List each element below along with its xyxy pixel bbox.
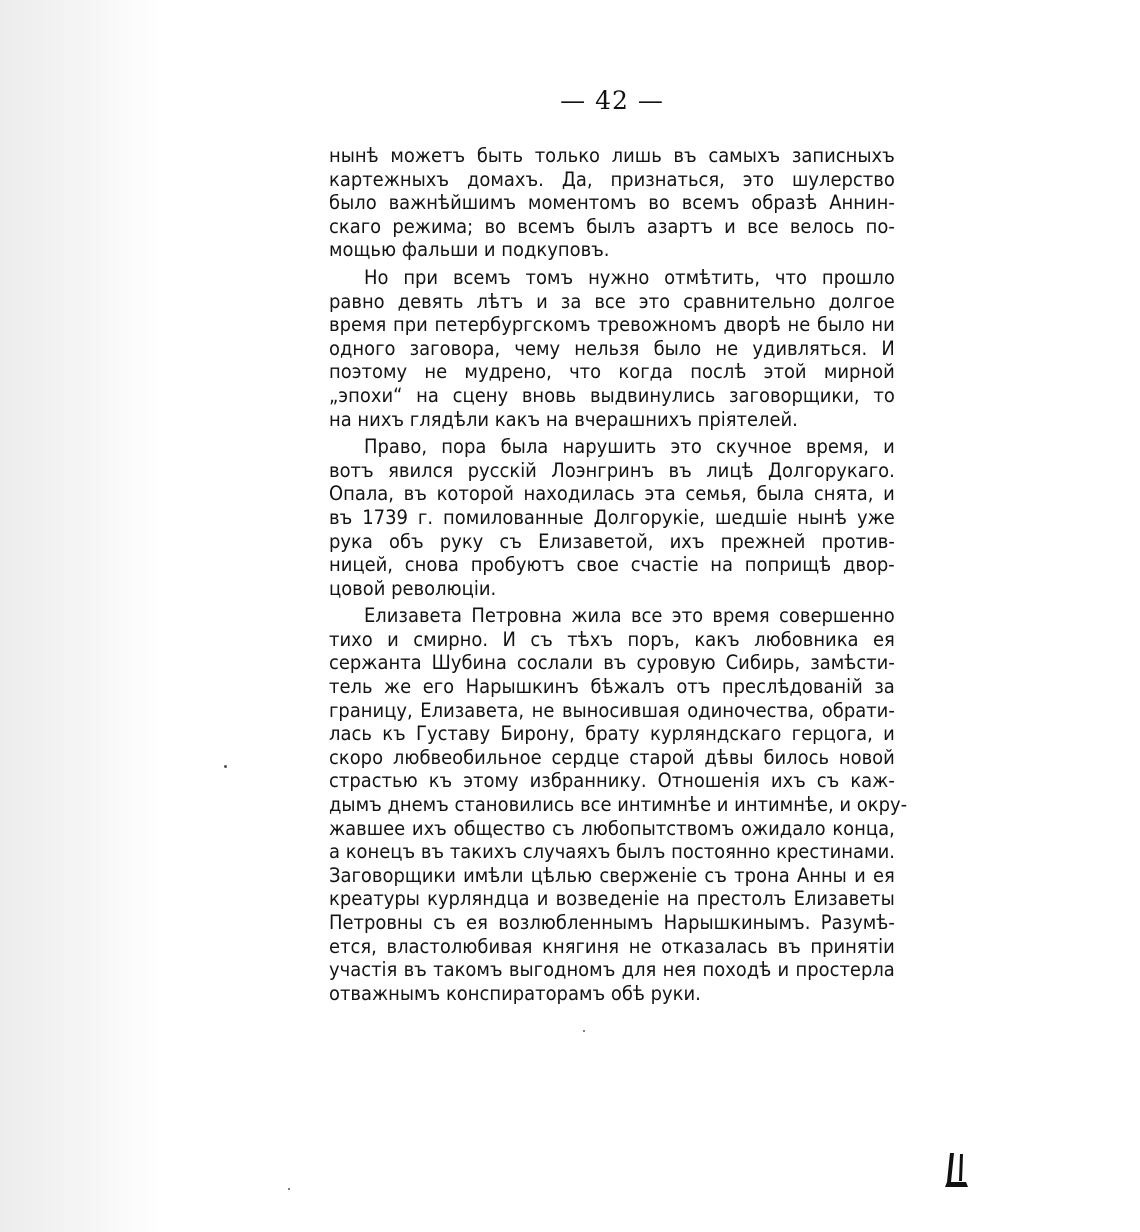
text-line: жавшее ихъ общество съ любопытствомъ ожидало конца,: [329, 816, 895, 840]
scan-speck: [583, 1030, 585, 1032]
paragraph: [329, 604, 908, 1005]
text-line: страстью къ этому избраннику. Отношенiя ихъ съ каж-: [329, 769, 895, 793]
text-line: креатуры курляндца и возведенiе на престолъ Елизаветы: [329, 887, 895, 911]
text-line: равно девять лѣтъ и за все это сравнительно долгое: [329, 289, 895, 313]
text-line: Право, пора была нарушить это скучное время, и: [363, 435, 895, 459]
text-line: скоро любвеобильное сердце старой дѣвы билось новой: [329, 745, 895, 769]
text-line: картежныхъ домахъ. Да, признаться, это шулерство: [329, 167, 895, 191]
text-line: вотъ явился русскiй Лоэнгринъ въ лицѣ Долгорукаго.: [329, 458, 895, 482]
page-number: — 42 —: [560, 86, 664, 115]
text-line: а конецъ въ такихъ случаяхъ былъ постоянно крестинами.: [329, 840, 895, 864]
text-line: тихо и смирно. И съ тѣхъ поръ, какъ любовника ея: [329, 627, 895, 651]
scan-shadow: [0, 0, 160, 1232]
text-line: „эпохи“ на сцену вновь выдвинулись заговорщики, то: [329, 383, 895, 407]
text-line: нынѣ можетъ быть только лишь въ самыхъ записныхъ: [329, 144, 895, 167]
text-line: рука объ руку съ Елизаветой, ихъ прежней против-: [329, 529, 895, 553]
text-line: Опала, въ которой находилась эта семья, была снята, и: [329, 482, 895, 506]
text-line: отважнымъ конспираторамъ обѣ руки.: [329, 981, 701, 1005]
text-line: Петровны съ ея возлюбленнымъ Нарышкинымъ. Разумѣ-: [329, 911, 895, 934]
paragraph: [329, 144, 895, 262]
text-line: одного заговора, чему нельзя было не удивляться. И: [329, 336, 895, 360]
text-line: лась къ Густаву Бирону, брату курляндскаго герцога, и: [329, 722, 895, 746]
text-line: было важнѣйшимъ моментомъ во всемъ образѣ Аннин-: [329, 191, 895, 215]
printer-mark-icon: [944, 1152, 970, 1188]
text-line: Елизавета Петровна жила все это время совершенно: [363, 604, 895, 628]
text-line: Но при всемъ томъ нужно отмѣтить, что прошло: [363, 265, 895, 289]
text-line: границу, Елизавета, не выносившая одиночества, обрати-: [329, 698, 895, 722]
text-line: скаго режима; во всемъ былъ азартъ и все велось по-: [329, 214, 895, 238]
scan-speck: [224, 765, 227, 768]
paragraph: [329, 266, 895, 431]
paragraph: [329, 435, 895, 600]
body-text: [329, 144, 908, 1005]
text-line: участiя въ такомъ выгодномъ для нея походѣ и простерла: [329, 958, 895, 982]
text-line: цовой революцiи.: [329, 576, 497, 600]
text-line: время при петербургскомъ тревожномъ дворѣ не было ни: [329, 313, 895, 337]
text-line: поэтому не мудрено, что когда послѣ этой мирной: [329, 360, 895, 384]
text-line: въ 1739 г. помилованные Долгорукiе, шедшiе нынѣ уже: [329, 505, 895, 529]
scan-speck: [288, 1188, 290, 1190]
text-line: ницей, снова пробуютъ свое счастiе на поприщѣ двор-: [329, 553, 895, 577]
text-line: на нихъ глядѣли какъ на вчерашнихъ прiятелей.: [329, 407, 798, 431]
text-line: тель же его Нарышкинъ бѣжалъ отъ преслѣдованiй за: [329, 675, 895, 699]
text-line: Заговорщики имѣли цѣлью сверженiе съ трона Анны и ея: [329, 863, 895, 887]
text-line: дымъ днемъ становились все интимнѣе и интимнѣе, и окру-: [329, 793, 908, 817]
text-line: мощью фальши и подкуповъ.: [329, 238, 610, 262]
text-line: сержанта Шубина сослали въ суровую Сибирь, замѣсти-: [329, 651, 895, 675]
text-line: ется, властолюбивая княгиня не отказалась въ принятiи: [329, 934, 895, 958]
